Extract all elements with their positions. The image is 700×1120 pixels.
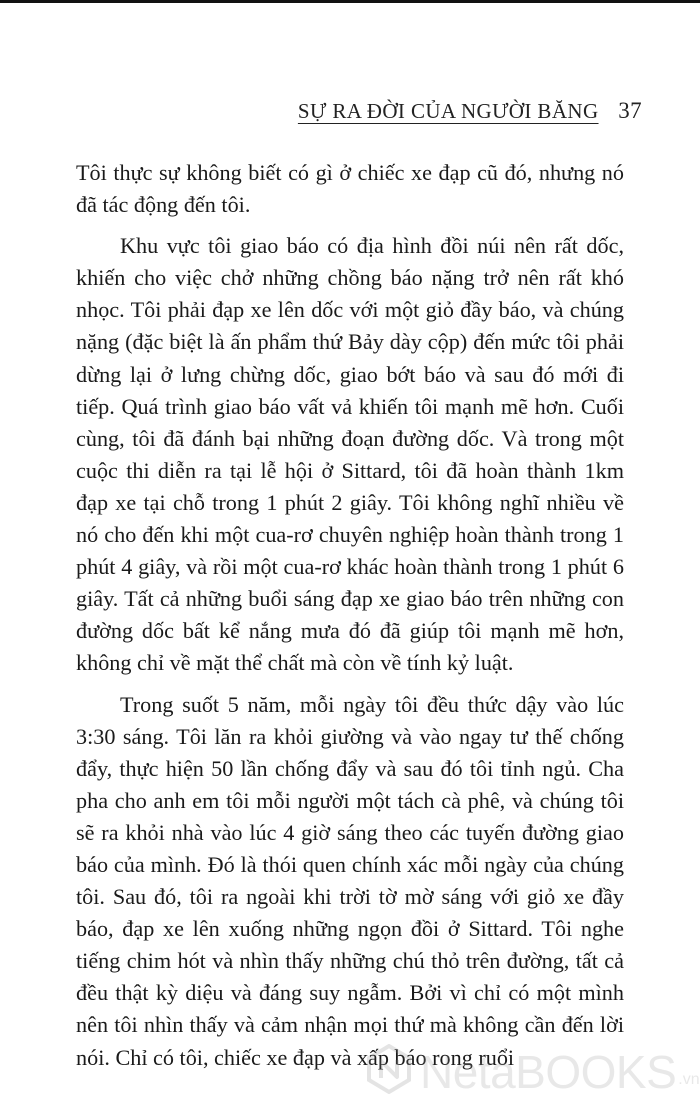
top-border-rule — [0, 0, 700, 3]
paragraph-3: Trong suốt 5 năm, mỗi ngày tôi đều thức dậy vào lúc 3:30 sáng. Tôi lăn ra khỏi giường và vào ngay tư thế chống đẩy, thực hiện 50 lần chống đẩy và sau đó tôi tỉnh ngủ. Cha pha cho anh em tôi mỗi người một tách cà phê, và chúng tôi sẽ ra khỏi nhà vào lúc 4 giờ sáng theo các tuyến đường giao báo của mình. Đó là thói quen chính xác mỗi ngày của chúng tôi. Sau đó, tôi ra ngoài khi trời tờ mờ sáng với giỏ xe đầy báo, đạp xe lên xuống những ngọn đồi ở Sittard. Tôi nghe tiếng chim hót và nhìn thấy những chú thỏ trên đường, tất cả đều thật kỳ diệu và đáng suy ngẫm. Bởi vì chỉ có một mình nên tôi nhìn thấy và cảm nhận mọi thứ mà không cần đến lời nói. Chỉ có tôi, chiếc xe đạp và xấp báo rong ruổi — [76, 691, 624, 1070]
page-number: 37 — [618, 98, 642, 123]
netabooks-watermark — [364, 1044, 700, 1099]
watermark-text: NetaBOOKS — [420, 1045, 677, 1098]
running-header — [0, 98, 642, 124]
page-body — [76, 157, 624, 1083]
chapter-title: SỰ RA ĐỜI CỦA NGƯỜI BĂNG — [297, 99, 599, 123]
watermark-suffix: .vn — [678, 1071, 700, 1088]
paragraph-2: Khu vực tôi giao báo có địa hình đồi núi nên rất dốc, khiến cho việc chở những chồng báo nặng trở nên rất khó nhọc. Tôi phải đạp xe lên dốc với một giỏ đầy báo, và chúng nặng (đặc biệt là ấn phẩm thứ Bảy dày cộp) đến mức tôi phải dừng lại ở lưng chừng dốc, giao bớt báo và sau đó mới đi tiếp. Quá trình giao báo vất vả khiến tôi mạnh mẽ hơn. Cuối cùng, tôi đã đánh bại những đoạn đường dốc. Và trong một cuộc thi diễn ra tại lễ hội ở Sittard, tôi đã hoàn thành 1km đạp xe tại chỗ trong 1 phút 2 giây. Tôi không nghĩ nhiều về nó cho đến khi một cua-rơ chuyên nghiệp hoàn thành trong 1 phút 4 giây, và rồi một cua-rơ khác hoàn thành trong 1 phút 6 giây. Tất cả những buổi sáng đạp xe giao báo trên những con đường dốc bất kể nắng mưa đó đã giúp tôi mạnh mẽ hơn, không chỉ về mặt thể chất mà còn về tính kỷ luật. — [76, 233, 624, 676]
netabooks-logo-icon — [364, 1044, 414, 1099]
paragraph-1: Tôi thực sự không biết có gì ở chiếc xe đạp cũ đó, nhưng nó đã tác động đến tôi. — [76, 160, 624, 218]
